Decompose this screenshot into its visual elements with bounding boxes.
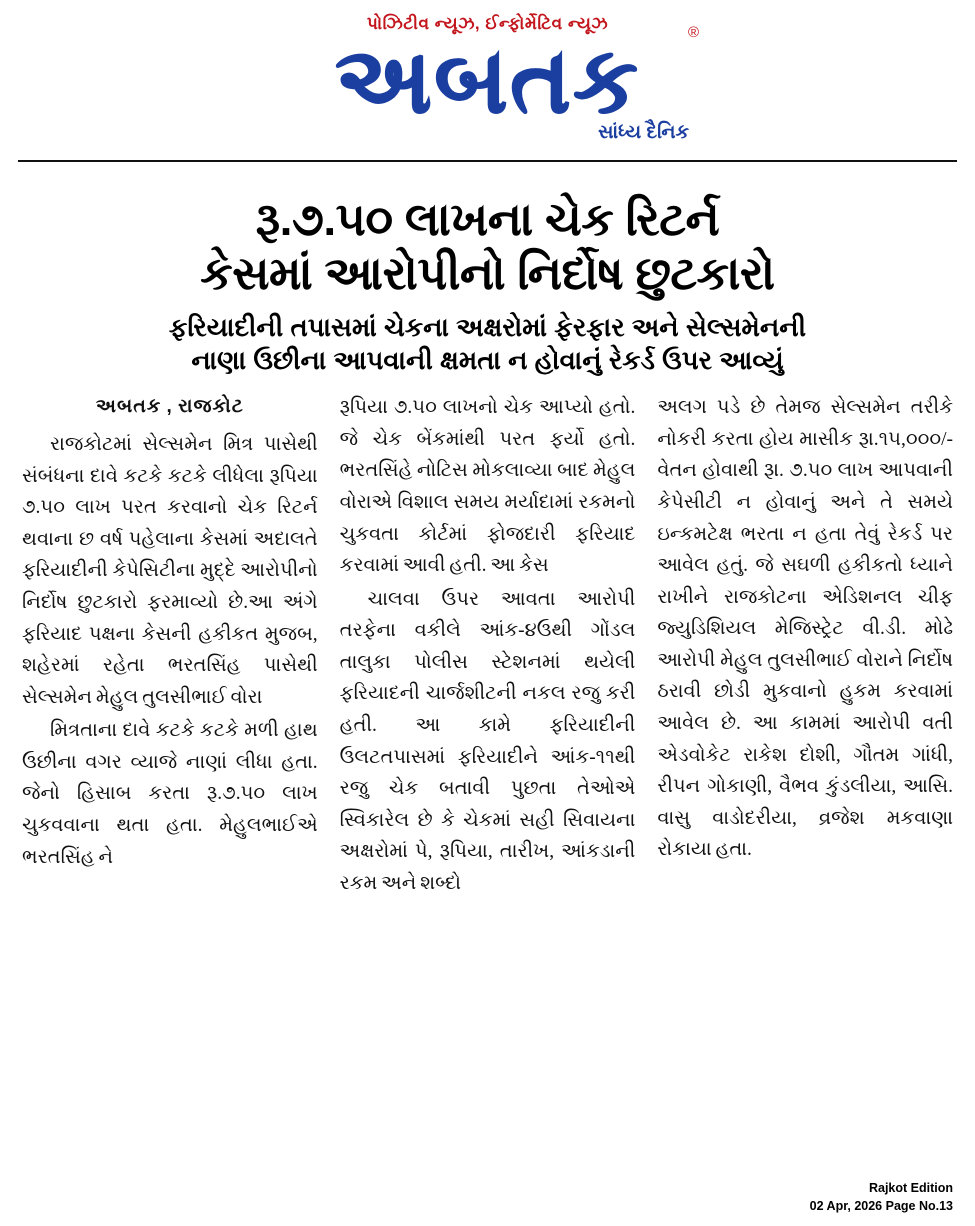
article-column-2 [340,392,636,901]
subheadline-line-1: ફરિયાદીની તપાસમાં ચેકના અક્ષરોમાં ફેરફાર અને સેલ્સમેનની [168,311,807,342]
headline-line-1: રૂ.૭.૫૦ લાખના ચેક રિટર્ન [255,193,720,246]
subheadline-line-2: નાણા ઉછીના આપવાની ક્ષમતા ન હોવાનું રેકર્ડ ઉપર આવ્યું [191,345,784,376]
paragraph: રૂપિયા ૭.૫૦ લાખનો ચેક આપ્યો હતો. જે ચેક બેંકમાંથી પરત ફર્યો હતો. ભરતસિંહે નોટિસ મોકલાવ્યા બાદ મેહુલ વોરાએ વિશાલ સમય મર્યાદામાં રકમનો ચુકવતા કોર્ટમાં ફોજદારી ફરિયાદ કરવામાં આવી હતી. આ કેસ [339,397,636,577]
masthead [18,0,957,176]
masthead-spacer [18,162,957,176]
masthead-subtitle: સાંધ્ય દૈનિક [598,122,689,144]
page-headline [18,192,957,301]
page-subheadline [24,311,951,379]
masthead-tagline: પોઝિટીવ ન્યૂઝ, ઈન્ફોર્મેટિવ ન્યૂઝ [366,14,609,33]
paragraph: અલગ પડે છે તેમજ સેલ્સમેન તરીકે નોકરી કરતા હોય માસીક રૂા.૧૫,૦૦૦/- વેતન હોવાથી રૂા. ૭.૫૦ લાખ આપવાની કેપેસીટી ન હોવાનું અને તે સમયે ઇન્કમટેક્ષ ભરતા ન હતા તેવું રેકર્ડ પર આવેલ હતું. જે સઘળી હકીકતો ધ્યાને રાખીને રાજકોટના એડિશનલ ચીફ જ્યુડિશિયલ મેજિસ્ટ્રેટ વી.ડી. મોઢે આરોપી મેહુલ તુલસીભાઈ વોરાને નિર્દોષ ઠરાવી છોડી મુકવાનો હુકમ કરવામાં આવેલ છે. આ કામમાં આરોપી વતી એડવોકેટ રાકેશ દોશી, ગૌતમ ગાંધી, રીપન ગોકાણી, વૈભવ કુંડલીયા, આસિ. વાસુ વાડોદરીયા, વ્રજેશ મકવાણા રોકાયા હતા. [657,397,954,861]
article-body [18,392,957,901]
article-column-3 [657,392,953,901]
paragraph: રાજકોટમાં સેલ્સમેન મિત્ર પાસેથી સંબંધના દાવે કટકે કટકે લીધેલા રૂપિયા ૭.૫૦ લાખ પરત કરવાનો ચેક રિટર્ન થવાના છ વર્ષ પહેલાના કેસમાં અદાલતે ફરિયાદીની કેપેસિટીના મુદ્દે આરોપીનો નિર્દોષ છુટકારો ફરમાવ્યો છે.આ અંગે ફરિયાદ પક્ષના કેસની હકીકત મુજબ, શહેરમાં રહેતા ભરતસિંહ પાસેથી સેલ્સમેન મેહુલ તુલસીભાઈ વોરા [22,434,318,708]
footer-edition: Rajkot Edition [868,1180,953,1195]
registered-trademark-icon: ® [687,24,699,41]
article-column-1 [22,392,318,901]
headline-line-2: કેસમાં આરોપીનો નિર્દોષ છુટકારો [200,247,775,300]
page-footer [810,1179,953,1217]
masthead-title: અબતક [335,30,640,132]
footer-date-page: 02 Apr, 2026 Page No.13 [809,1199,953,1214]
paragraph: ચાલવા ઉપર આવતા આરોપી તરફેના વકીલે આંક-૪ઉથી ગોંડલ તાલુકા પોલીસ સ્ટેશનમાં થયેલી ફરિયાદની ચાર્જશીટની નકલ રજુ કરી હતી. આ કામે ફરિયાદીની ઉલટતપાસમાં ફરિયાદીને આંક-૧૧થી રજુ ચેક બતાવી પુછતા તેઓએ સ્વિકારેલ છે કે ચેકમાં સહી સિવાયના અક્ષરોમાં પે, રૂપિયા, તારીખ, આંકડાની રકમ અને શબ્દો [339,588,636,894]
byline: અબતક , રાજકોટ [95,396,244,418]
paragraph: મિત્રતાના દાવે કટકે કટકે મળી હાથ ઉછીના વગર વ્યાજે નાણાં લીધા હતા. જેનો હિસાબ કરતા રૂ.૭.૫૦ લાખ ચુકવવાના થતા હતા. મેહુલભાઈએ ભરતસિંહ ને [22,720,318,868]
